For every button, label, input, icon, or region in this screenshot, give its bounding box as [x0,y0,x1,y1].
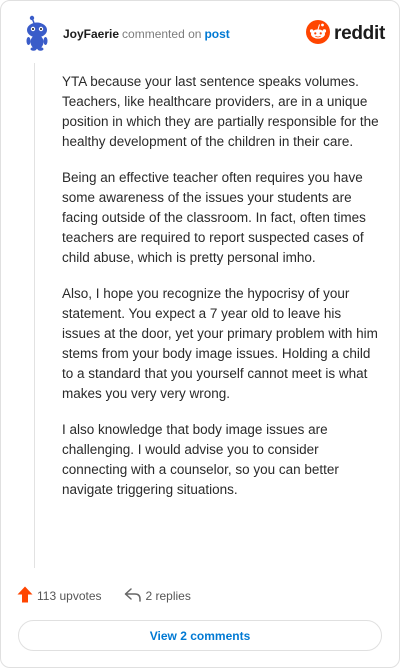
reddit-wordmark: reddit [334,23,385,44]
comment-paragraph: Also, I hope you recognize the hypocrisy of your statement. You expect a 7 year old to leave his issues at the door, yet your primary problem with him stems from your body image issues. Holding a child to a standard that you yourself cannot meet is what makes you very very wrong. [62,286,378,401]
reddit-logo-icon [306,20,330,49]
reply-arrow-icon [124,587,142,606]
reply-count: 2 replies [145,589,191,603]
snoo-avatar-icon[interactable] [21,15,53,51]
comment-body [62,72,380,516]
comment-paragraph: I also knowledge that body image issues are challenging. I would advise you to consider connecting with a counselor, so you can better navigate triggering situations. [62,422,339,497]
username-link[interactable]: JoyFaerie [63,27,120,41]
comment-actions [17,585,213,607]
thread-line [34,63,35,568]
upvote-button[interactable] [17,586,102,606]
comment-header [17,15,385,51]
reddit-brand[interactable] [306,21,385,47]
upvote-arrow-icon [17,586,33,606]
view-comments-button[interactable]: View 2 comments [18,620,382,651]
replies-button[interactable] [124,587,191,606]
comment-paragraph: YTA because your last sentence speaks volumes. Teachers, like healthcare providers, are in a unique position in which they are partially responsible for the healthy development of the children in their care. [62,74,379,149]
comment-meta [63,26,230,42]
comment-verb: commented on [122,27,202,41]
upvote-count: 113 upvotes [37,589,102,603]
comment-paragraph: Being an effective teacher often requires you have some awareness of the issues your students are facing outside of the classroom. In fact, often times teachers are required to report suspected cases of child abuse, which is pretty personal imho. [62,170,366,265]
post-link[interactable]: post [204,27,230,41]
